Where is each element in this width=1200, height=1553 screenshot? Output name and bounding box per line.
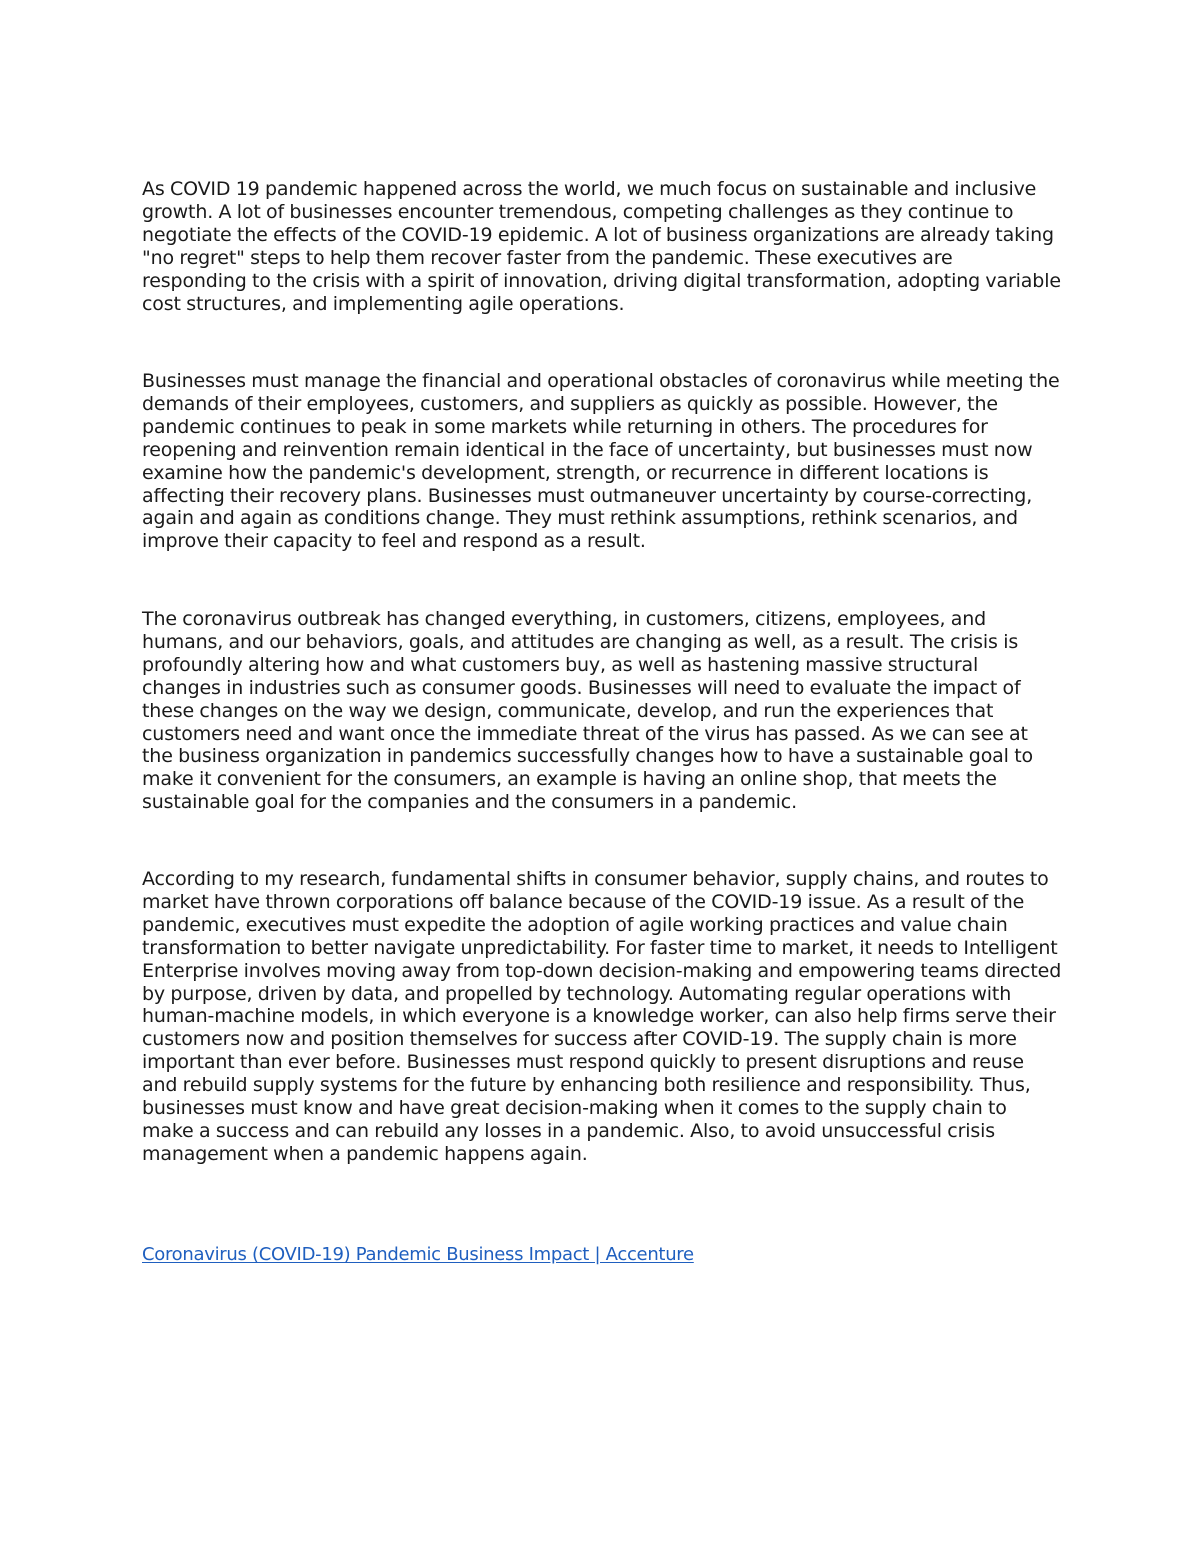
paragraph-consumer-changes: The coronavirus outbreak has changed everything, in customers, citizens, employees, and humans, and our behaviors, goals, and attitudes are changing as well, as a result. The crisis is profoundly altering how and what customers buy, as well as hastening massive structural changes in industries such as consumer goods. Businesses will need to evaluate the impact of these changes on the way we design, communicate, develop, and run the experiences that customers need and want once the immediate threat of the virus has passed. As we can see at the business organization in pandemics successfully changes how to have a sustainable goal to make it convenient for the consumers, an example is having an online shop, that meets the sustainable goal for the companies and the consumers in a pandemic. (142, 608, 1033, 814)
source-link[interactable]: Coronavirus (COVID-19) Pandemic Business Impact | Accenture (142, 1244, 694, 1265)
paragraph-financial-obstacles: Businesses must manage the financial and operational obstacles of coronavirus while meeting the demands of their employees, customers, and suppliers as quickly as possible. However, the pandemic continues to peak in some markets while returning in others. The procedures for reopening and reinvention remain identical in the face of uncertainty, but businesses must now examine how the pandemic's development, strength, or recurrence in different locations is affecting their recovery plans. Businesses must outmaneuver uncertainty by course-correcting, again and again as conditions change. They must rethink assumptions, rethink scenarios, and improve their capacity to feel and respond as a result. (142, 370, 1060, 553)
paragraph-research-findings: According to my research, fundamental shifts in consumer behavior, supply chains, and routes to market have thrown corporations off balance because of the COVID-19 issue. As a result of the pandemic, executives must expedite the adoption of agile working practices and value chain transformation to better navigate unpredictability. For faster time to market, it needs to Intelligent Enterprise involves moving away from top-down decision-making and empowering teams directed by purpose, driven by data, and propelled by technology. Automating regular operations with human-machine models, in which everyone is a knowledge worker, can also help firms serve their customers now and position themselves for success after COVID-19. The supply chain is more important than ever before. Businesses must respond quickly to present disruptions and reuse and rebuild supply systems for the future by enhancing both resilience and responsibility. Thus, businesses must know and have great decision-making when it comes to the supply chain to make a success and can rebuild any losses in a pandemic. Also, to avoid unsuccessful crisis management when a pandemic happens again. (142, 868, 1062, 1165)
paragraph-intro: As COVID 19 pandemic happened across the world, we much focus on sustainable and inclusive growth. A lot of businesses encounter tremendous, competing challenges as they continue to negotiate the effects of the COVID-19 epidemic. A lot of business organizations are already taking "no regret" steps to help them recover faster from the pandemic. These executives are responding to the crisis with a spirit of innovation, driving digital transformation, adopting variable cost structures, and implementing agile operations. (142, 178, 1061, 315)
